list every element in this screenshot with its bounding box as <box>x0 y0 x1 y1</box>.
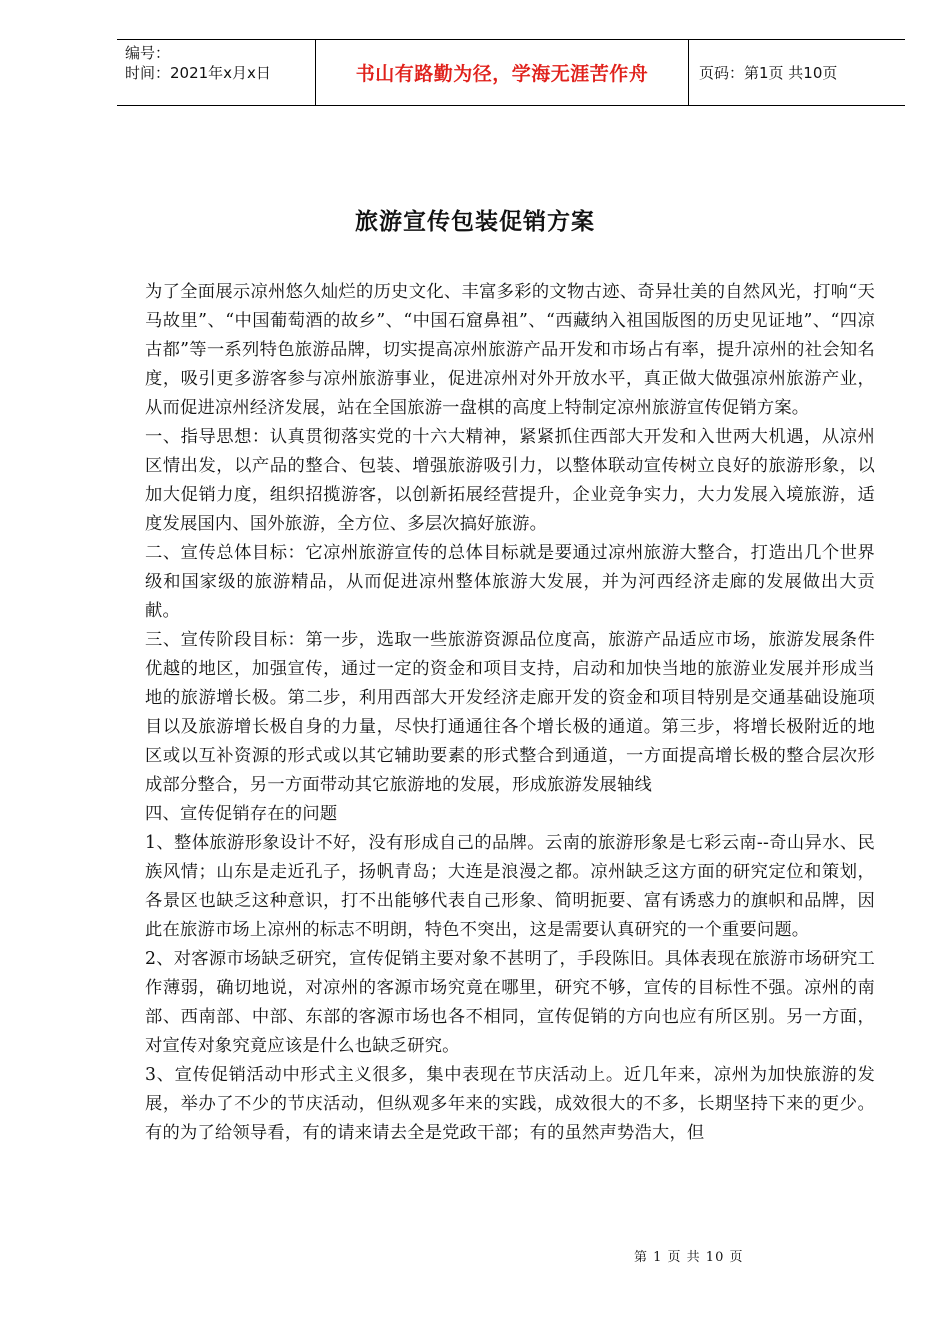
paragraph-intro: 为了全面展示凉州悠久灿烂的历史文化、丰富多彩的文物古迹、奇异壮美的自然风光，打响“天马故里”、“中国葡萄酒的故乡”、“中国石窟鼻祖”、“西藏纳入祖国版图的历史见证地”、“四凉古都”等一系列特色旅游品牌，切实提高凉州旅游产品开发和市场占有率，提升凉州的社会知名度，吸引更多游客参与凉州旅游事业，促进凉州对外开放水平，真正做大做强凉州旅游产业，从而促进凉州经济发展，站在全国旅游一盘棋的高度上特制定凉州旅游宣传促销方案。 <box>145 282 875 418</box>
header-motto: 书山有路勤为径，学海无涯苦作舟 <box>316 40 689 105</box>
document-title: 旅游宣传包装促销方案 <box>355 208 595 235</box>
paragraph-stage-goal: 三、宣传阶段目标：第一步，选取一些旅游资源品位度高，旅游产品适应市场，旅游发展条件优越的地区，加强宣传，通过一定的资金和项目支持，启动和加快当地的旅游业发展并形成当地的旅游增长极。第二步，利用西部大开发经济走廊开发的资金和项目特别是交通基础设施项目以及旅游增长极自身的力量，尽快打通通往各个增长极的通道。第三步，将增长极附近的地区或以互补资源的形式或以其它辅助要素的形式整合到通道，一方面提高增长极的整合层次形成部分整合，另一方面带动其它旅游地的发展，形成旅游发展轴线 <box>145 630 875 795</box>
paragraph-problem-1: 1、整体旅游形象设计不好，没有形成自己的品牌。云南的旅游形象是七彩云南--奇山异水、民族风情；山东是走近孔子，扬帆青岛；大连是浪漫之都。凉州缺乏这方面的研究定位和策划，各景区也缺乏这种意识，打不出能够代表自己形象、简明扼要、富有诱惑力的旗帜和品牌，因此在旅游市场上凉州的标志不明朗，特色不突出，这是需要认真研究的一个重要问题。 <box>145 833 875 940</box>
paragraph-problems-heading: 四、宣传促销存在的问题 <box>145 804 338 824</box>
header-page-label: 页码：第1页 共10页 <box>699 64 838 82</box>
paragraph-problem-3: 3、宣传促销活动中形式主义很多，集中表现在节庆活动上。近几年来，凉州为加快旅游的发展，举办了不少的节庆活动，但纵观多年来的实践，成效很大的不多，长期坚持下来的更少。有的为了给领导看，有的请来请去全是党政干部；有的虽然声势浩大，但 <box>145 1065 875 1143</box>
page-footer: 第 1 页 共 10 页 <box>634 1250 744 1265</box>
header-info-cell <box>117 40 316 105</box>
page-header <box>117 39 905 106</box>
paragraph-overall-goal: 二、宣传总体目标：它凉州旅游宣传的总体目标就是要通过凉州旅游大整合，打造出几个世界级和国家级的旅游精品，从而促进凉州整体旅游大发展，并为河西经济走廊的发展做出大贡献。 <box>145 543 875 621</box>
number-label: 编号： <box>125 44 171 62</box>
paragraph-guiding-thought: 一、指导思想：认真贯彻落实党的十六大精神，紧紧抓住西部大开发和入世两大机遇，从凉州区情出发，以产品的整合、包装、增强旅游吸引力，以整体联动宣传树立良好的旅游形象，以加大促销力度，组织招揽游客，以创新拓展经营提升，企业竞争实力，大力发展入境旅游，适度发展国内、国外旅游，全方位、多层次搞好旅游。 <box>145 427 875 534</box>
time-label: 时间：2021年x月x日 <box>125 64 271 82</box>
document-body <box>145 278 875 1148</box>
paragraph-problem-2: 2、对客源市场缺乏研究，宣传促销主要对象不甚明了，手段陈旧。具体表现在旅游市场研究工作薄弱，确切地说，对凉州的客源市场究竟在哪里，研究不够，宣传的目标性不强。凉州的南部、西南部、中部、东部的客源市场也各不相同，宣传促销的方向也应有所区别。另一方面，对宣传对象究竟应该是什么也缺乏研究。 <box>145 949 875 1056</box>
